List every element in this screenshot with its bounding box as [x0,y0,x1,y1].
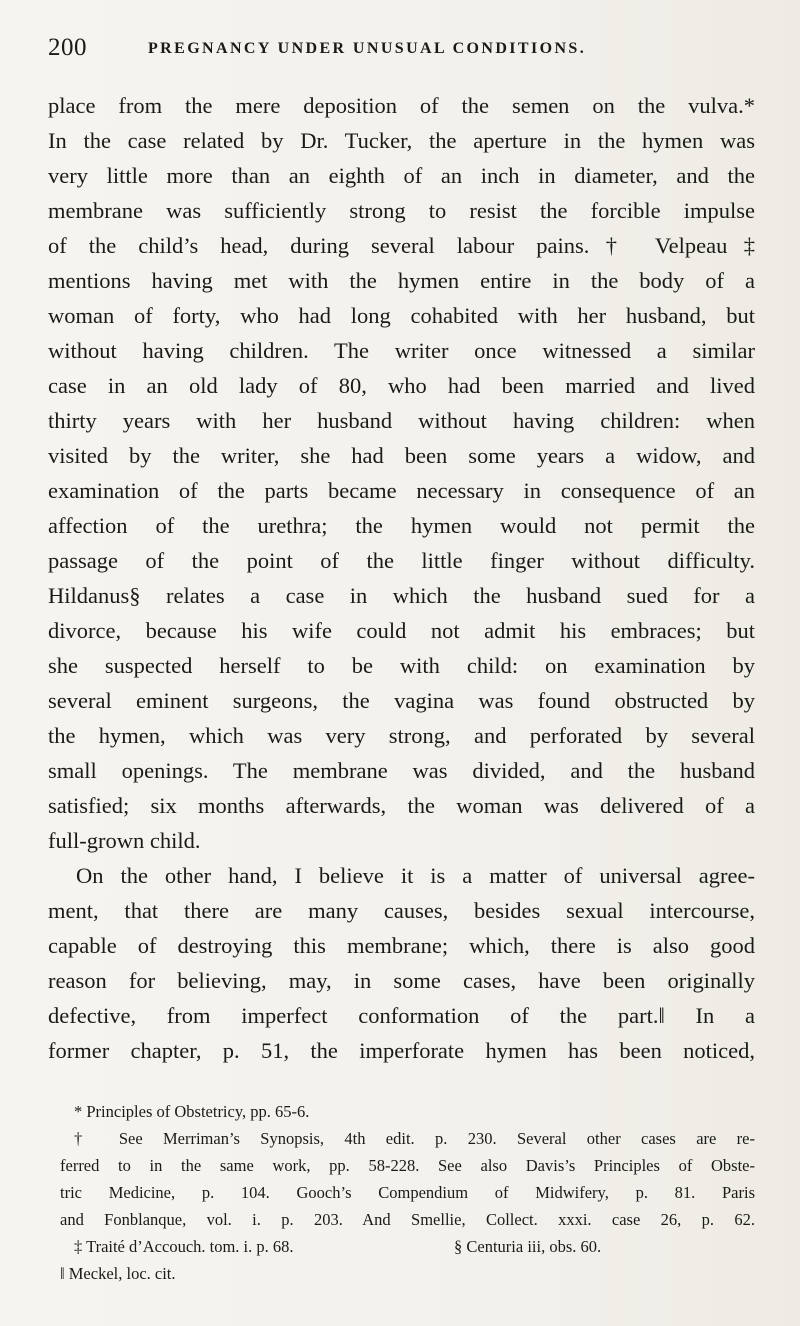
text-line: defective, from imperfect conformation of the part.‖ In a [48,1003,755,1028]
text-line: divorce, because his wife could not admit his embraces; but [48,618,755,643]
main-text [48,88,755,1068]
footnote-3: ‡ Traité d’Accouch. tom. i. p. 68. [74,1237,294,1256]
text-line: thirty years with her husband without having children: when [48,408,755,433]
text-line: visited by the writer, she had been some years a widow, and [48,443,755,468]
text-line: reason for believing, may, in some cases, have been originally [48,968,755,993]
text-line: examination of the parts became necessary in consequence of an [48,478,755,503]
footnote-2-line: and Fonblanque, vol. i. p. 203. And Smellie, Collect. xxxi. case 26, p. 62. [60,1210,755,1229]
page-number: 200 [48,34,87,61]
text-line: affection of the urethra; the hymen would not permit the [48,513,755,538]
text-line: case in an old lady of 80, who had been married and lived [48,373,755,398]
text-line: mentions having met with the hymen entire in the body of a [48,268,755,293]
footnote-2-line: tric Medicine, p. 104. Gooch’s Compendium of Midwifery, p. 81. Paris [60,1183,755,1202]
footnote-2-line: ferred to in the same work, pp. 58-228. See also Davis’s Principles of Obste- [60,1156,755,1175]
text-line: place from the mere deposition of the semen on the vulva.* [48,93,755,118]
text-line: In the case related by Dr. Tucker, the aperture in the hymen was [48,128,755,153]
page-header [48,30,748,70]
text-line: very little more than an eighth of an inch in diameter, and the [48,163,755,188]
footnote-2-line: † See Merriman’s Synopsis, 4th edit. p. 230. Several other cases are re- [74,1129,755,1148]
text-line: the hymen, which was very strong, and perforated by several [48,723,755,748]
footnote-1: * Principles of Obstetricy, pp. 65-6. [74,1102,310,1121]
text-line: passage of the point of the little finger without difficulty. [48,548,755,573]
text-line: membrane was sufficiently strong to resist the forcible impulse [48,198,755,223]
running-head: PREGNANCY UNDER UNUSUAL CONDITIONS. [148,40,587,57]
text-line: Hildanus§ relates a case in which the husband sued for a [48,583,755,608]
text-line: former chapter, p. 51, the imperforate hymen has been noticed, [48,1038,755,1063]
text-line: capable of destroying this membrane; which, there is also good [48,933,755,958]
text-line: ment, that there are many causes, besides sexual intercourse, [48,898,755,923]
footnote-5: ‖ Meckel, loc. cit. [60,1264,176,1283]
text-line: small openings. The membrane was divided, and the husband [48,758,755,783]
text-line: full-grown child. [48,828,201,853]
text-line: On the other hand, I believe it is a matter of universal agree- [76,863,755,888]
text-line: without having children. The writer once witnessed a similar [48,338,755,363]
text-line: of the child’s head, during several labour pains.† Velpeau‡ [48,233,755,258]
footnotes [60,1098,755,1287]
footnote-3-4-row [60,1233,755,1260]
footnote-4: § Centuria iii, obs. 60. [454,1237,602,1256]
text-line: satisfied; six months afterwards, the woman was delivered of a [48,793,755,818]
text-line: several eminent surgeons, the vagina was found obstructed by [48,688,755,713]
text-line: woman of forty, who had long cohabited with her husband, but [48,303,755,328]
text-line: she suspected herself to be with child: on examination by [48,653,755,678]
